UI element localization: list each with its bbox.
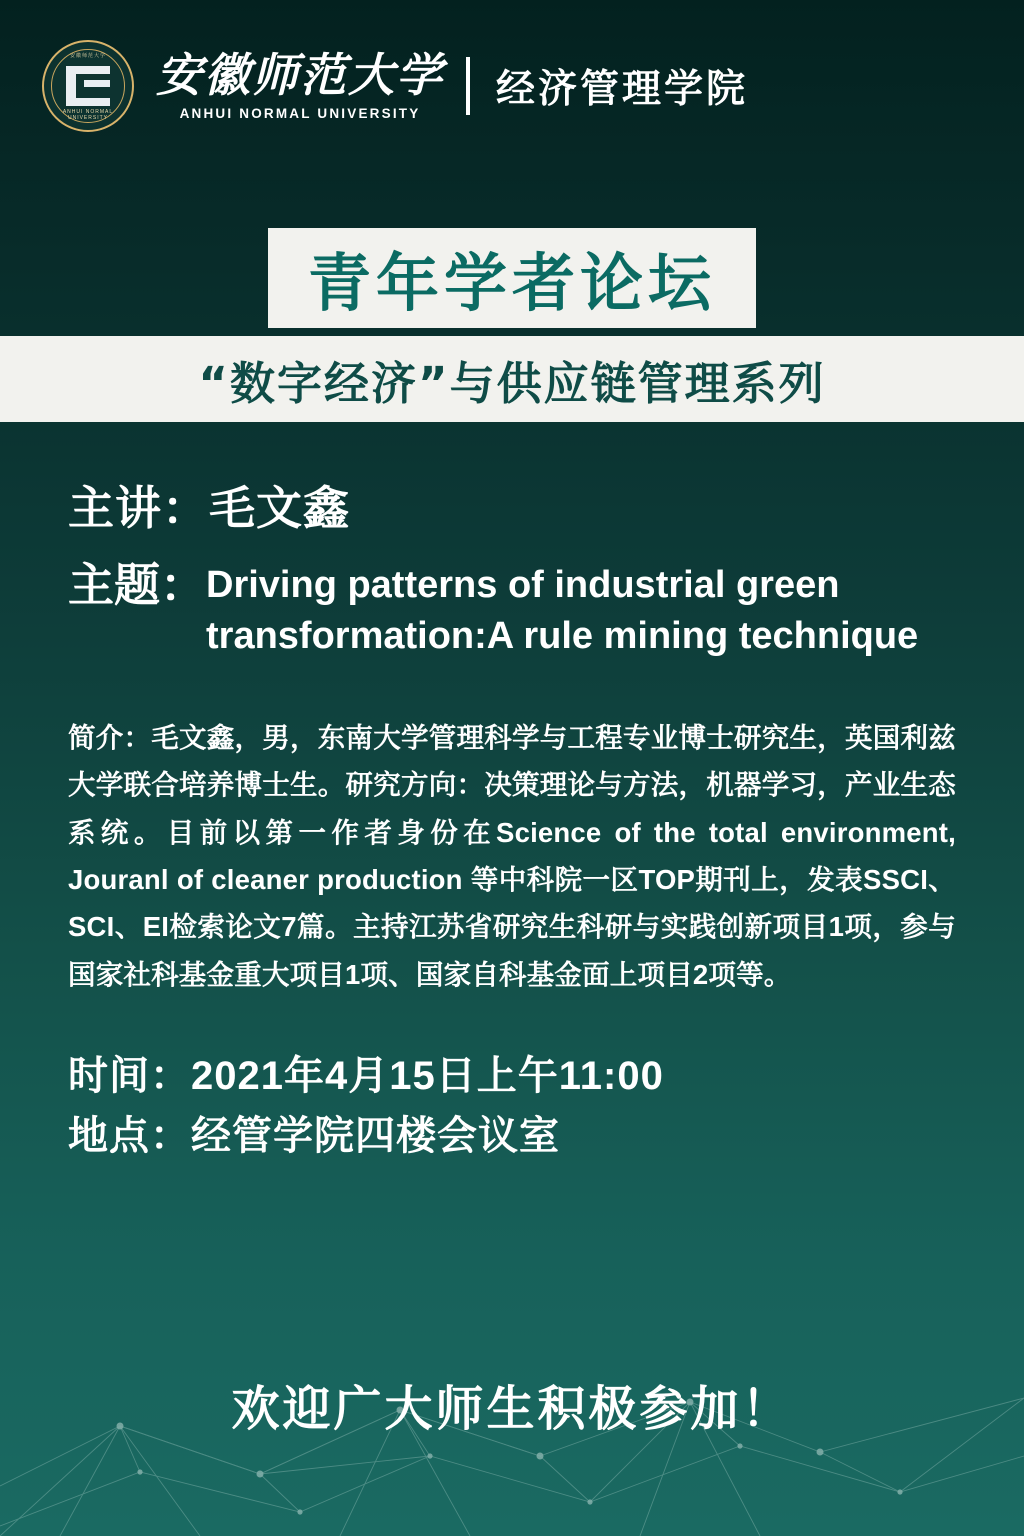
seal-bottom-text: ANHUI NORMAL UNIVERSITY [62,109,114,121]
university-name-en: ANHUI NORMAL UNIVERSITY [179,105,421,121]
forum-subtitle: “数字经济”与供应链管理系列 [198,356,826,410]
speaker-bio: 简介：毛文鑫，男，东南大学管理科学与工程专业博士研究生，英国利兹大学联合培养博士生。研究方向：决策理论与方法，机器学习，产业生态系统。目前以第一作者身份在Science of the total environment, Jouranl of cleaner production 等中科院一区TOP期刊上，发表SSCI、SCI、EI检索论文7篇。主持江苏省研究生科研与实践创新项目1项，参与国家社科基金重大项目1项、国家自科基金面上项目2项等。 [68,722,956,990]
seal-top-text: 安徽师范大学 [69,53,106,59]
university-name-cn: 安徽师范大学 [156,48,444,103]
speaker-label: 主讲： [68,482,209,534]
topic-line-2: transformation:A rule mining technique [206,614,919,657]
forum-title: 青年学者论坛 [308,246,716,320]
topic-label: 主题： [68,558,206,611]
speaker-row [68,480,968,538]
header-logo-block [42,40,748,132]
college-name: 经济管理学院 [496,66,749,112]
event-time: 时间：2021年4月15日上午11:00 [68,1053,664,1098]
university-name-block [156,48,444,121]
logo-divider [466,57,470,115]
topic-row [68,554,968,663]
event-place: 地点：经管学院四楼会议室 [68,1113,560,1158]
speaker-name: 毛文鑫 [209,482,350,534]
university-seal-icon [42,40,134,132]
event-details [68,1046,968,1166]
logo-text-block [156,48,749,121]
welcome-message: 欢迎广大师生积极参加！ [231,1383,793,1436]
poster-body [68,480,968,1166]
seal-glyph-icon [66,66,110,106]
topic-line-1: Driving patterns of industrial green [206,563,840,606]
forum-subtitle-band [0,336,1024,422]
topic-value [206,554,918,663]
forum-title-band [268,228,756,328]
